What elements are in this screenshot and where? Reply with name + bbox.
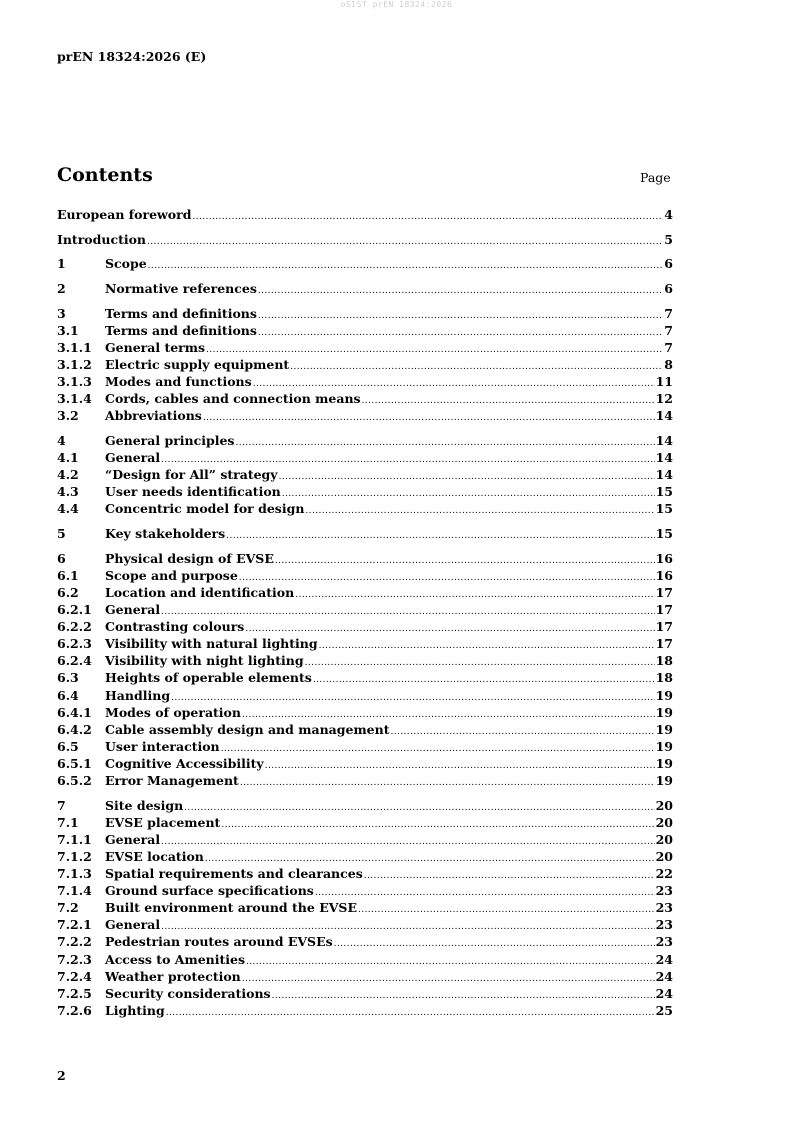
- toc-entry-number: 6.2.4: [57, 653, 92, 669]
- toc-entry-title: Terms and definitions: [105, 305, 257, 321]
- toc-entry-number: 6.5.2: [57, 772, 92, 788]
- toc-entry-title: Electric supply equipment: [105, 357, 290, 373]
- toc-entry[interactable]: [57, 602, 673, 619]
- toc-dot-leader: [315, 888, 655, 898]
- toc-entry-page: 15: [655, 526, 673, 542]
- toc-dot-leader: [265, 761, 655, 771]
- toc-entry-number: 7.1.2: [57, 848, 92, 864]
- toc-entry-number: 3.1.2: [57, 357, 92, 373]
- toc-entry-page: 15: [655, 484, 673, 500]
- toc-entry-number: 6.1: [57, 567, 79, 583]
- toc-entry-number: 4.2: [57, 467, 79, 483]
- toc-dot-leader: [272, 991, 655, 1001]
- toc-entry-page: 7: [664, 322, 673, 338]
- toc-entry-title: Site design: [105, 797, 184, 813]
- toc-entry-page: 18: [655, 670, 673, 686]
- toc-entry-page: 24: [655, 951, 673, 967]
- toc-entry-number: 6.2: [57, 584, 79, 600]
- toc-dot-leader: [391, 727, 655, 737]
- toc-entry-page: 4: [664, 207, 673, 222]
- toc-entry-number: 3.2: [57, 408, 79, 424]
- toc-dot-leader: [147, 237, 663, 247]
- toc-entry-page: 16: [655, 550, 673, 566]
- toc-title: Contents: [57, 164, 153, 186]
- toc-entry-title: User interaction: [105, 738, 220, 754]
- toc-entry-title: Scope and purpose: [105, 567, 238, 583]
- toc-entry-number: 7.2.4: [57, 968, 92, 984]
- toc-entry-title: Pedestrian routes around EVSEs: [105, 934, 333, 950]
- toc-entry-title: Heights of operable elements: [105, 670, 312, 686]
- toc-entry[interactable]: [57, 207, 673, 224]
- toc-dot-leader: [242, 710, 655, 720]
- toc-dot-leader: [161, 922, 654, 932]
- toc-dot-leader: [295, 590, 654, 600]
- toc-entry-page: 19: [655, 755, 673, 771]
- toc-entry-number: 3.1.3: [57, 374, 92, 390]
- toc-entry-page: 18: [655, 653, 673, 669]
- toc-entry-title: European foreword: [57, 207, 192, 222]
- toc-entry-page: 25: [655, 1002, 673, 1018]
- toc-entry-title: EVSE location: [105, 848, 204, 864]
- toc-entry-page: 17: [655, 584, 673, 600]
- toc-dot-leader: [358, 905, 655, 915]
- toc-entry-page: 8: [664, 357, 673, 373]
- toc-entry-page: 7: [664, 339, 673, 355]
- toc-entry[interactable]: [57, 952, 673, 969]
- toc-entry[interactable]: [57, 501, 673, 518]
- toc-dot-leader: [240, 778, 655, 788]
- toc-entry-page: 5: [664, 231, 673, 247]
- toc-dot-leader: [290, 362, 663, 372]
- toc-dot-leader: [275, 556, 655, 566]
- toc-entry-number: 6.4.1: [57, 704, 92, 720]
- toc-entry[interactable]: [57, 568, 673, 585]
- toc-dot-leader: [319, 641, 655, 651]
- toc-entry[interactable]: [57, 467, 673, 484]
- toc-entry-page: 20: [655, 797, 673, 813]
- toc-entry[interactable]: [57, 883, 673, 900]
- toc-entry-number: 2: [57, 281, 66, 297]
- toc-entry-page: 19: [655, 721, 673, 737]
- toc-entry-title: Visibility with natural lighting: [105, 636, 318, 652]
- toc-dot-leader: [171, 693, 655, 703]
- toc-entry[interactable]: [57, 653, 673, 670]
- toc-entry-title: General: [105, 917, 161, 933]
- toc-entry-title: User needs identification: [105, 484, 281, 500]
- toc-entry-number: 7.2.6: [57, 1002, 92, 1018]
- toc-dot-leader: [258, 286, 663, 296]
- toc-entry-number: 7.1.1: [57, 831, 92, 847]
- toc-dot-leader: [161, 837, 654, 847]
- toc-entry-title: Cognitive Accessibility: [105, 755, 264, 771]
- toc-dot-leader: [282, 489, 655, 499]
- toc-entry[interactable]: [57, 688, 673, 705]
- toc-dot-leader: [221, 744, 655, 754]
- toc-entry-number: 6.3: [57, 670, 79, 686]
- watermark: oSIST prEN 18324:2026: [340, 0, 453, 9]
- toc-entry-page: 24: [655, 985, 673, 1001]
- toc-entry-page: 23: [655, 934, 673, 950]
- toc-entry[interactable]: [57, 408, 673, 425]
- toc-dot-leader: [192, 212, 663, 222]
- toc-entry-title: Spatial requirements and clearances: [105, 866, 363, 882]
- document-id: prEN 18324:2026 (E): [57, 49, 207, 64]
- toc-entry-number: 7.2.5: [57, 985, 92, 1001]
- toc-entry[interactable]: [57, 866, 673, 883]
- toc-entry-number: 4.3: [57, 484, 79, 500]
- toc-entry-title: Concentric model for design: [105, 501, 305, 517]
- toc-entry[interactable]: [57, 232, 673, 249]
- toc-dot-leader: [246, 957, 655, 967]
- toc-entry-page: 11: [655, 374, 673, 390]
- toc-entry[interactable]: [57, 391, 673, 408]
- toc-entry[interactable]: [57, 340, 673, 357]
- toc-entry-page: 14: [655, 450, 673, 466]
- toc-entry-page: 6: [664, 281, 673, 297]
- toc-entry[interactable]: [57, 357, 673, 374]
- toc-entry[interactable]: [57, 306, 673, 323]
- toc-entry-number: 7.1.4: [57, 883, 92, 899]
- toc-entry-page: 15: [655, 501, 673, 517]
- toc-dot-leader: [226, 531, 654, 541]
- toc-entry-number: 3.1.4: [57, 391, 92, 407]
- toc-entry-number: 4.1: [57, 450, 79, 466]
- toc-entry-title: Terms and definitions: [105, 322, 257, 338]
- toc-entry[interactable]: [57, 281, 673, 298]
- toc-dot-leader: [221, 820, 654, 830]
- toc-entry-page: 23: [655, 917, 673, 933]
- toc-entry[interactable]: [57, 849, 673, 866]
- toc-entry-title: General: [105, 831, 161, 847]
- toc-dot-leader: [362, 396, 655, 406]
- toc-entry-title: Ground surface specifications: [105, 883, 314, 899]
- toc-entry-title: General: [105, 450, 161, 466]
- toc-entry[interactable]: [57, 756, 673, 773]
- toc-dot-leader: [279, 472, 655, 482]
- toc-entry-page: 14: [655, 408, 673, 424]
- toc-entry-page: 16: [655, 567, 673, 583]
- toc-entry-page: 22: [655, 866, 673, 882]
- toc-entry[interactable]: [57, 374, 673, 391]
- toc-entry[interactable]: [57, 636, 673, 653]
- toc-entry-number: 5: [57, 526, 66, 542]
- toc-entry[interactable]: [57, 670, 673, 687]
- toc-entry-page: 20: [655, 831, 673, 847]
- toc-dot-leader: [148, 261, 664, 271]
- toc-entry[interactable]: [57, 619, 673, 636]
- toc-entry[interactable]: [57, 433, 673, 450]
- toc-entry[interactable]: [57, 900, 673, 917]
- toc-entry-title: General principles: [105, 433, 235, 448]
- toc-entry-page: 7: [664, 305, 673, 321]
- toc-entry-number: 3: [57, 305, 66, 321]
- toc-entry-number: 6.2.3: [57, 636, 92, 652]
- page-number: 2: [57, 1068, 66, 1083]
- toc-entry-page: 6: [664, 256, 673, 272]
- toc-dot-leader: [313, 675, 655, 685]
- toc-dot-leader: [245, 624, 654, 634]
- toc-entry-number: 7: [57, 797, 66, 813]
- toc-entry-page: 19: [655, 772, 673, 788]
- toc-entry-title: Key stakeholders: [105, 526, 226, 542]
- toc-entry-title: EVSE placement: [105, 814, 221, 830]
- toc-entry-page: 23: [655, 883, 673, 899]
- toc-entry-title: Access to Amenities: [105, 951, 245, 967]
- toc-dot-leader: [305, 506, 654, 516]
- toc-entry-title: Location and identification: [105, 584, 295, 600]
- table-of-contents: [57, 207, 673, 1020]
- toc-entry-title: General: [105, 602, 161, 618]
- toc-dot-leader: [258, 328, 663, 338]
- toc-entry-number: 7.1.3: [57, 866, 92, 882]
- toc-entry-number: 1: [57, 256, 66, 272]
- toc-entry-title: Visibility with night lighting: [105, 653, 304, 669]
- toc-entry-title: Abbreviations: [105, 408, 202, 424]
- toc-dot-leader: [334, 939, 655, 949]
- toc-entry-page: 17: [655, 602, 673, 618]
- toc-entry[interactable]: [57, 585, 673, 602]
- toc-entry-number: 6.5.1: [57, 755, 92, 771]
- toc-entry[interactable]: [57, 450, 673, 467]
- toc-entry-title: Security considerations: [105, 985, 271, 1001]
- toc-entry[interactable]: [57, 969, 673, 986]
- toc-dot-leader: [253, 379, 655, 389]
- toc-entry-page: 24: [655, 968, 673, 984]
- toc-entry-number: 3.1: [57, 322, 79, 338]
- toc-entry-number: 7.1: [57, 814, 79, 830]
- toc-entry-title: Scope: [105, 256, 147, 272]
- toc-entry-number: 6.4: [57, 687, 79, 703]
- toc-entry-number: 6.4.2: [57, 721, 92, 737]
- toc-dot-leader: [235, 438, 654, 448]
- toc-entry-number: 6.5: [57, 738, 79, 754]
- toc-entry-title: Lighting: [105, 1002, 165, 1018]
- toc-entry-page: 20: [655, 848, 673, 864]
- toc-dot-leader: [161, 455, 654, 465]
- toc-entry-number: 7.2.2: [57, 934, 92, 950]
- toc-entry-page: 19: [655, 687, 673, 703]
- toc-entry-title: Cords, cables and connection means: [105, 391, 361, 407]
- toc-entry-page: 23: [655, 900, 673, 916]
- toc-entry[interactable]: [57, 323, 673, 340]
- toc-dot-leader: [242, 974, 655, 984]
- toc-entry[interactable]: [57, 256, 673, 273]
- toc-entry-number: 6.2.2: [57, 619, 92, 635]
- toc-entry-title: “Design for All” strategy: [105, 467, 278, 483]
- toc-entry[interactable]: [57, 526, 673, 543]
- toc-entry-page: 14: [655, 433, 673, 448]
- toc-entry[interactable]: [57, 1003, 673, 1020]
- toc-entry-title: Built environment around the EVSE: [105, 900, 357, 916]
- toc-dot-leader: [305, 658, 655, 668]
- toc-entry-number: 7.2.1: [57, 917, 92, 933]
- toc-entry-title: Cable assembly design and management: [105, 721, 390, 737]
- toc-dot-leader: [239, 573, 655, 583]
- toc-dot-leader: [258, 311, 663, 321]
- toc-entry[interactable]: [57, 551, 673, 568]
- toc-entry-page: 19: [655, 704, 673, 720]
- toc-entry-number: 6: [57, 550, 66, 566]
- toc-entry[interactable]: [57, 773, 673, 790]
- toc-entry-number: 7.2: [57, 900, 79, 916]
- toc-entry[interactable]: [57, 832, 673, 849]
- toc-entry-number: 7.2.3: [57, 951, 92, 967]
- toc-dot-leader: [206, 345, 663, 355]
- toc-entry-title: Introduction: [57, 231, 147, 247]
- toc-entry-page: 20: [655, 814, 673, 830]
- toc-entry-page: 17: [655, 636, 673, 652]
- toc-entry[interactable]: [57, 722, 673, 739]
- toc-entry-page: 17: [655, 619, 673, 635]
- toc-dot-leader: [205, 854, 655, 864]
- toc-entry-title: Modes of operation: [105, 704, 241, 720]
- toc-entry-number: 4.4: [57, 501, 79, 517]
- toc-entry[interactable]: [57, 484, 673, 501]
- toc-entry-page: 14: [655, 467, 673, 483]
- toc-entry[interactable]: [57, 815, 673, 832]
- toc-entry-title: General terms: [105, 339, 206, 355]
- toc-entry[interactable]: [57, 798, 673, 815]
- toc-dot-leader: [161, 607, 654, 617]
- toc-entry[interactable]: [57, 739, 673, 756]
- toc-entry[interactable]: [57, 934, 673, 951]
- toc-entry-title: Weather protection: [105, 968, 241, 984]
- toc-dot-leader: [166, 1008, 655, 1018]
- toc-entry-number: 6.2.1: [57, 602, 92, 618]
- toc-entry-title: Normative references: [105, 281, 257, 297]
- toc-entry[interactable]: [57, 986, 673, 1003]
- toc-entry-title: Physical design of EVSE: [105, 550, 274, 566]
- toc-entry[interactable]: [57, 917, 673, 934]
- toc-entry-title: Handling: [105, 687, 171, 703]
- toc-entry-page: 12: [655, 391, 673, 407]
- toc-entry-title: Contrasting colours: [105, 619, 245, 635]
- toc-dot-leader: [184, 803, 654, 813]
- toc-dot-leader: [203, 413, 655, 423]
- toc-entry-title: Modes and functions: [105, 374, 252, 390]
- toc-entry-number: 4: [57, 433, 66, 448]
- toc-entry-number: 3.1.1: [57, 339, 92, 355]
- toc-page-column-label: Page: [640, 170, 671, 185]
- toc-entry-page: 19: [655, 738, 673, 754]
- toc-dot-leader: [364, 871, 655, 881]
- toc-entry-title: Error Management: [105, 772, 239, 788]
- toc-entry[interactable]: [57, 705, 673, 722]
